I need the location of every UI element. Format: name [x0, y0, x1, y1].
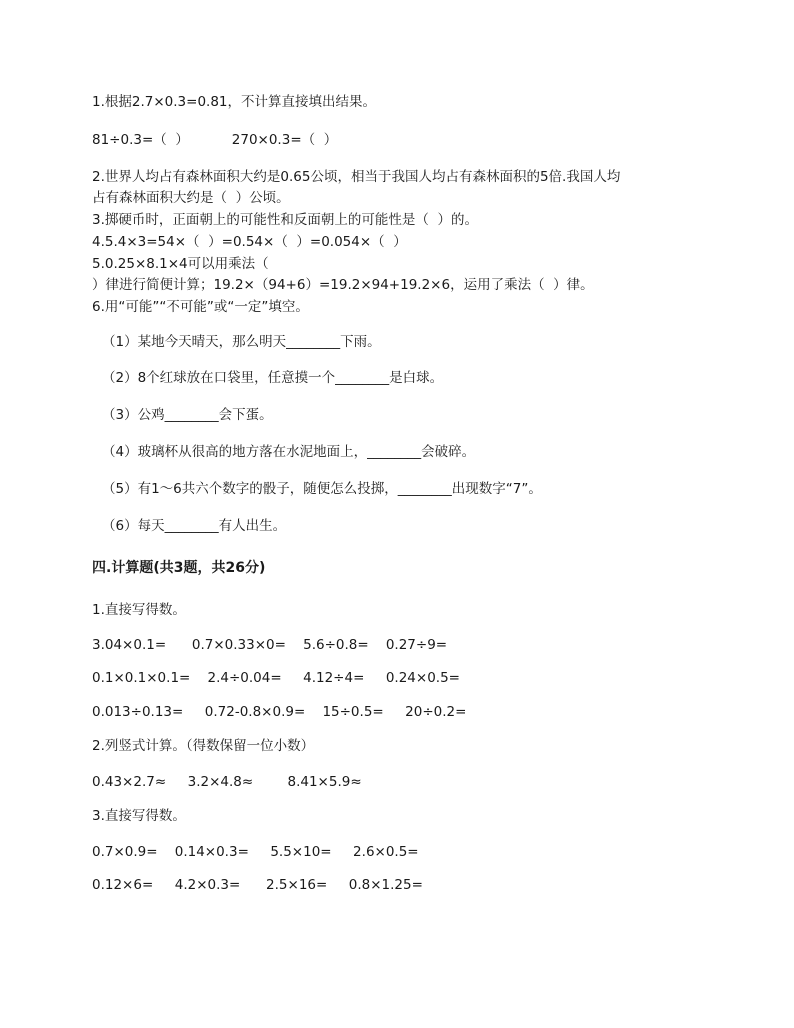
section-heading: 四.计算题(共3题，共26分) — [92, 560, 266, 576]
calc2-title: 2.列竖式计算。（得数保留一位小数） — [92, 738, 315, 754]
q3-text: 3.掷硬币时，正面朝上的可能性和反面朝上的可能性是（ ）的。 — [92, 212, 478, 228]
calc3-row-2: 0.12×6= 4.2×0.3= 2.5×16= 0.8×1.25= — [92, 877, 423, 893]
q1-row: 81÷0.3=（ ） 270×0.3=（ ） — [92, 132, 338, 148]
calc2-row: 0.43×2.7≈ 3.2×4.8≈ 8.41×5.9≈ — [92, 774, 362, 790]
calc3-title: 3.直接写得数。 — [92, 808, 186, 824]
q4-text: 4.5.4×3=54×（ ）=0.54×（ ）=0.054×（ ） — [92, 234, 407, 250]
q1-text: 1.根据2.7×0.3=0.81，不计算直接填出结果。 — [92, 94, 377, 110]
q6-title: 6.用“可能”“不可能”或“一定”填空。 — [92, 299, 309, 315]
q5-line2: ）律进行简便计算；19.2×（94+6）=19.2×94+19.2×6，运用了乘法（ ）律。 — [92, 277, 594, 293]
q2-line2: 占有森林面积大约是（ ）公顷。 — [92, 190, 290, 206]
calc1-row-3: 0.013÷0.13= 0.72-0.8×0.9= 15÷0.5= 20÷0.2= — [92, 704, 467, 720]
q6-item-4: （4）玻璃杯从很高的地方落在水泥地面上，________会破碎。 — [102, 444, 476, 460]
q6-item-1: （1）某地今天晴天，那么明天________下雨。 — [102, 334, 381, 350]
calc3-row-1: 0.7×0.9= 0.14×0.3= 5.5×10= 2.6×0.5= — [92, 844, 419, 860]
q6-item-5: （5）有1～6共六个数字的骰子，随便怎么投掷，________出现数字“7”。 — [102, 481, 542, 497]
q6-item-2: （2）8个红球放在口袋里，任意摸一个________是白球。 — [102, 370, 444, 386]
q2-line1: 2.世界人均占有森林面积大约是0.65公顷，相当于我国人均占有森林面积的5倍.我国人均 — [92, 169, 621, 185]
q6-item-3: （3）公鸡________会下蛋。 — [102, 407, 273, 423]
q5-line1: 5.0.25×8.1×4可以用乘法（ — [92, 256, 269, 272]
calc1-title: 1.直接写得数。 — [92, 602, 186, 618]
calc1-row-2: 0.1×0.1×0.1= 2.4÷0.04= 4.12÷4= 0.24×0.5= — [92, 670, 460, 686]
q6-item-6: （6）每天________有人出生。 — [102, 518, 287, 534]
calc1-row-1: 3.04×0.1= 0.7×0.33×0= 5.6÷0.8= 0.27÷9= — [92, 637, 448, 653]
